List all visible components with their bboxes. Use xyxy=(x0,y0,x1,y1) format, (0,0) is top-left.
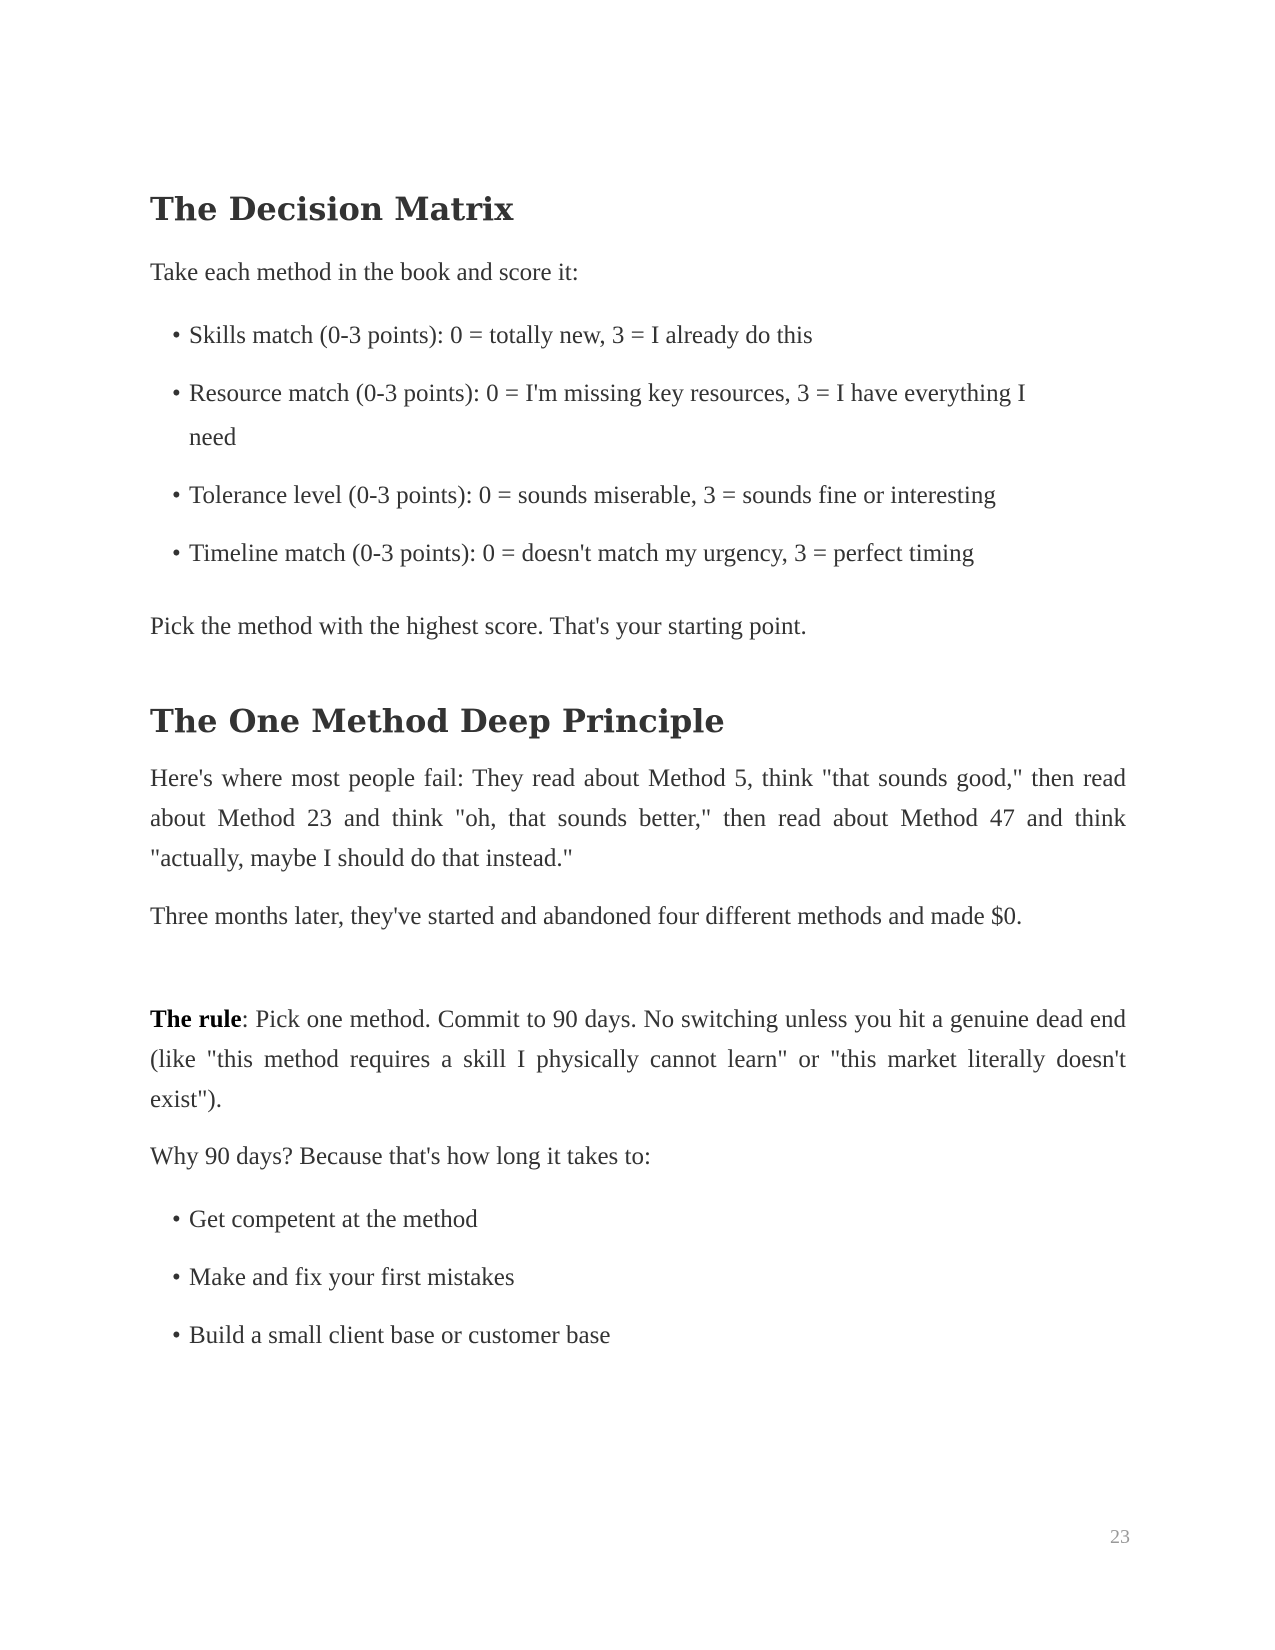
list-item: • Make and fix your first mistakes xyxy=(150,1256,1126,1300)
paragraph-three-months-later: Three months later, they've started and abandoned four different methods and made $0. xyxy=(150,903,1023,930)
list-item: • Get competent at the method xyxy=(150,1198,1126,1242)
page-number: 23 xyxy=(1110,1526,1130,1548)
list-item: • Timeline match (0-3 points): 0 = doesn't match my urgency, 3 = perfect timing xyxy=(150,532,1126,576)
bullet-icon: • xyxy=(172,482,181,509)
bullet-icon: • xyxy=(172,1206,181,1233)
decision-matrix-criteria-list xyxy=(150,314,1126,576)
rule-label: The rule xyxy=(150,1006,242,1033)
paragraph-the-rule xyxy=(150,1000,1126,1120)
decision-matrix-outro: Pick the method with the highest score. That's your starting point. xyxy=(150,613,807,640)
bullet-icon: • xyxy=(172,1264,181,1291)
bullet-icon: • xyxy=(172,380,181,407)
bullet-icon: • xyxy=(172,540,181,567)
list-item: • Resource match (0-3 points): 0 = I'm missing key resources, 3 = I have everything I need xyxy=(150,372,1126,460)
paragraph-where-people-fail: Here's where most people fail: They read about Method 5, think "that sounds good," then read about Method 23 and think "oh, that sounds better," then read about Method 47 and think "actually, maybe I should do that instead." xyxy=(150,765,1126,872)
section-heading-one-method: The One Method Deep Principle xyxy=(150,702,725,740)
bullet-icon: • xyxy=(172,1322,181,1349)
list-item: • Skills match (0-3 points): 0 = totally new, 3 = I already do this xyxy=(150,314,1126,358)
why-90-days-intro: Why 90 days? Because that's how long it takes to: xyxy=(150,1143,651,1170)
bullet-icon: • xyxy=(172,322,181,349)
list-item: • Build a small client base or customer base xyxy=(150,1314,1126,1358)
decision-matrix-intro: Take each method in the book and score it: xyxy=(150,259,579,286)
rule-text: : Pick one method. Commit to 90 days. No switching unless you hit a genuine dead end (like "this method requires a skill I physically cannot learn" or "this market literally doesn't exist"). xyxy=(150,1006,1127,1113)
section-heading-decision-matrix: The Decision Matrix xyxy=(150,190,514,228)
list-item: • Tolerance level (0-3 points): 0 = sounds miserable, 3 = sounds fine or interesting xyxy=(150,474,1126,518)
why-90-days-list xyxy=(150,1198,1126,1358)
